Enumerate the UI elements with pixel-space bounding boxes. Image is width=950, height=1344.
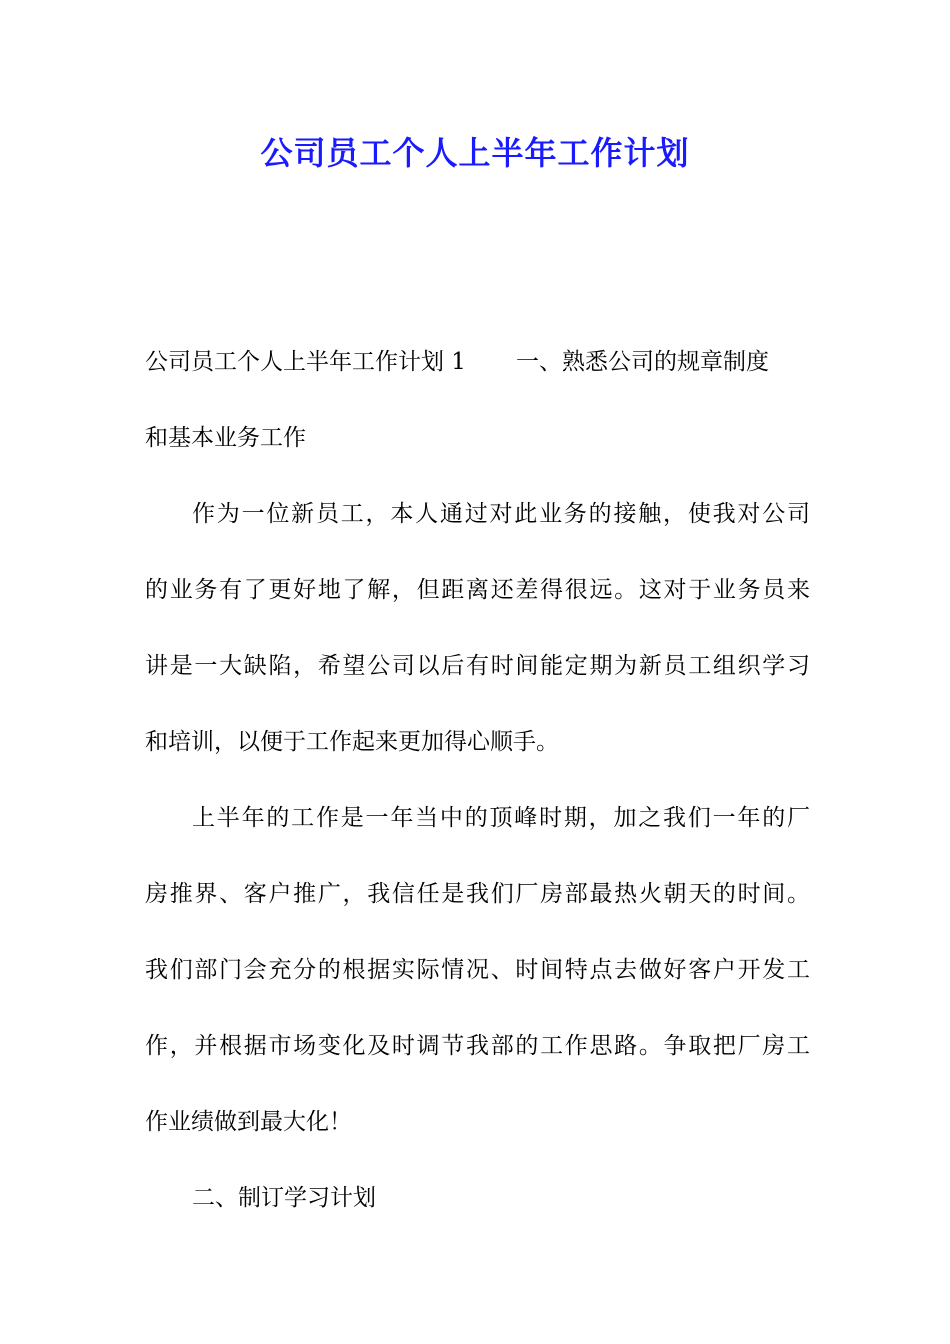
paragraph-line: 的业务有了更好地了解，但距离还差得很远。这对于业务员来 (145, 577, 810, 603)
paragraph-line: 作业绩做到最大化！ (145, 1109, 352, 1135)
document-title: 公司员工个人上半年工作计划 (260, 134, 690, 172)
paragraph-line: 房推界、客户推广，我信任是我们厂房部最热火朝天的时间。 (145, 881, 810, 907)
paragraph-line (145, 324, 810, 400)
paragraph-line: 上半年的工作是一年当中的顶峰时期，加之我们一年的厂 (192, 805, 810, 831)
section-heading: 一、熟悉公司的规章制度 (515, 349, 769, 375)
paragraph-line: 作，并根据市场变化及时调节我部的工作思路。争取把厂房工 (145, 1033, 810, 1059)
paragraph-line: 和培训，以便于工作起来更加得心顺手。 (145, 729, 559, 755)
paragraph-line: 我们部门会充分的根据实际情况、时间特点去做好客户开发工 (145, 957, 810, 983)
paragraph-line: 讲是一大缺陷，希望公司以后有时间能定期为新员工组织学习 (145, 653, 810, 679)
section-heading: 二、制订学习计划 (192, 1185, 376, 1211)
section-heading-number: 公司员工个人上半年工作计划 1 (145, 349, 466, 375)
paragraph-line: 和基本业务工作 (145, 425, 306, 451)
paragraph-line: 作为一位新员工，本人通过对此业务的接触，使我对公司 (192, 501, 810, 527)
document-body (145, 324, 810, 1236)
